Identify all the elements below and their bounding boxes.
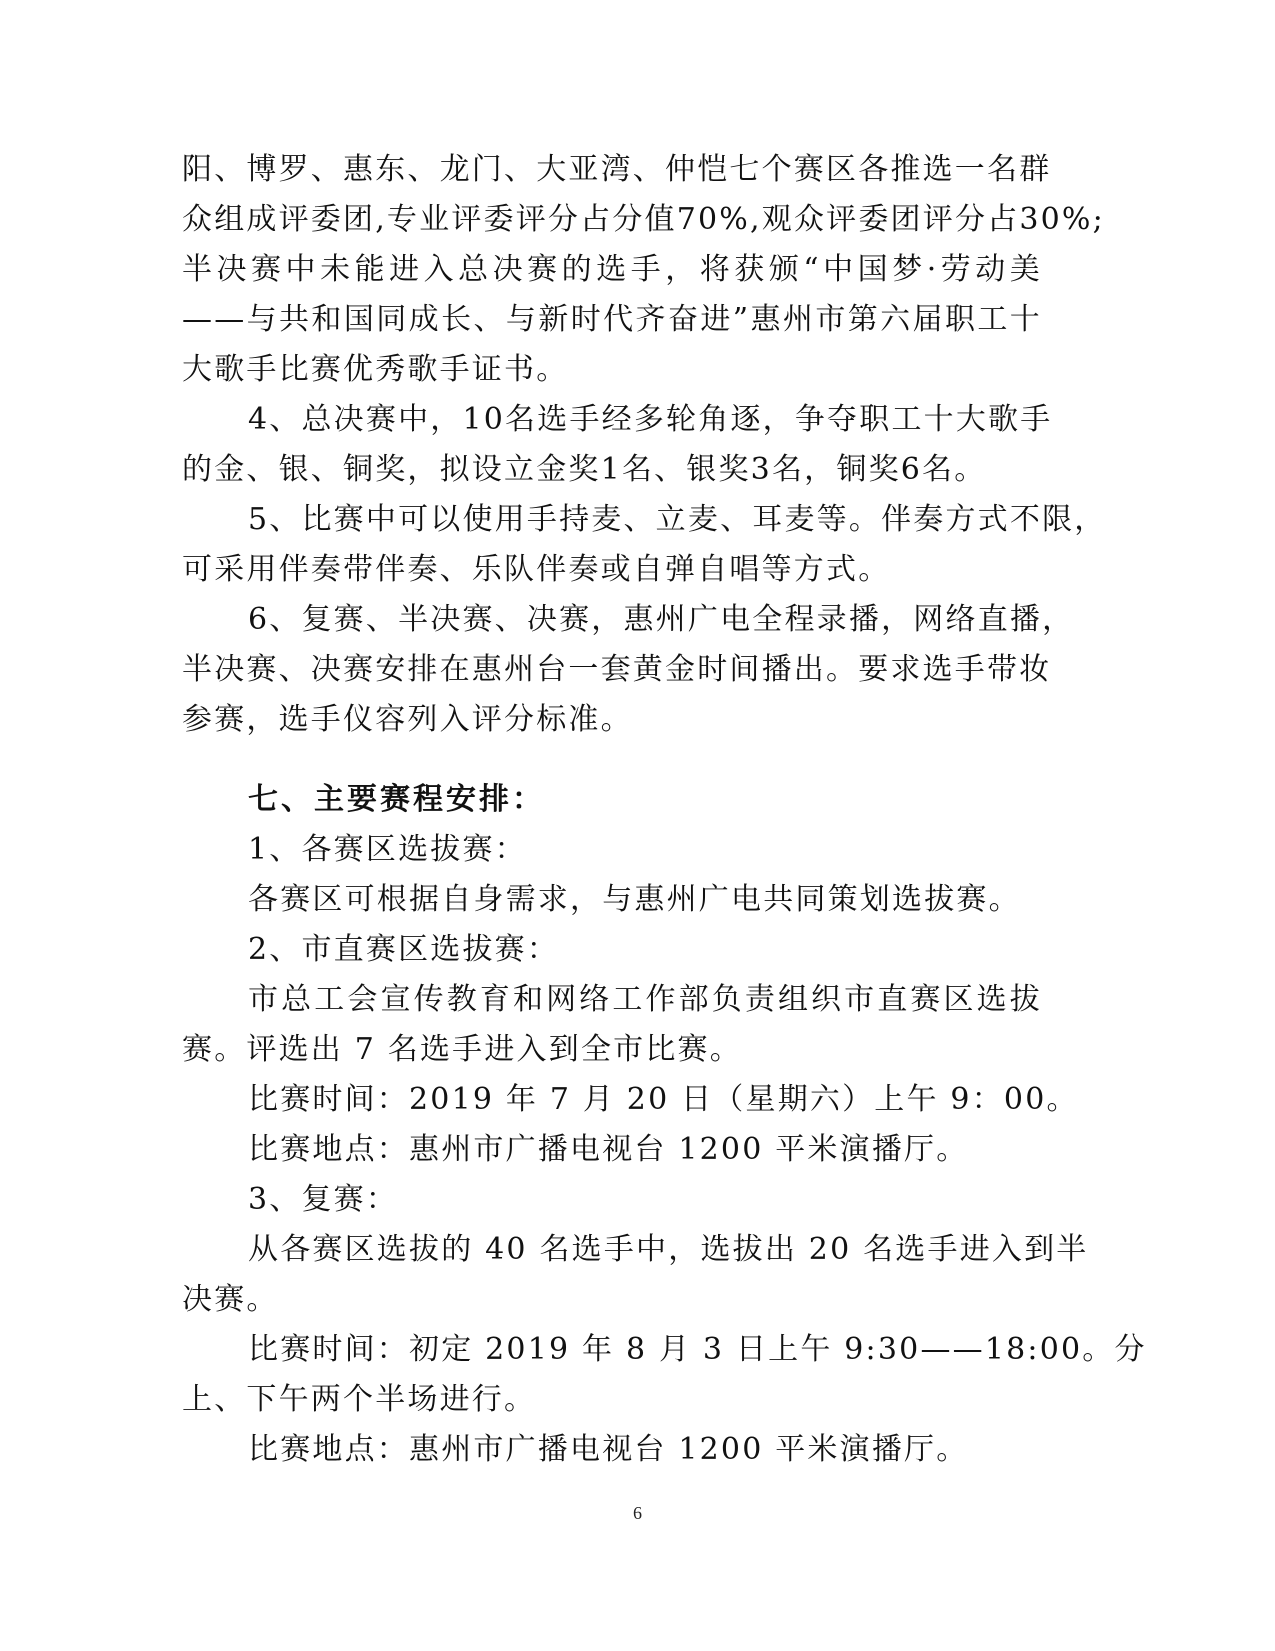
text-line: 比赛地点：惠州市广播电视台 1200 平米演播厅。 xyxy=(248,1132,969,1167)
text-line: 5、比赛中可以使用手持麦、立麦、耳麦等。伴奏方式不限， xyxy=(248,502,1107,537)
text-line: 参赛，选手仪容列入评分标准。 xyxy=(182,702,633,737)
text-line: 决赛。 xyxy=(182,1282,279,1317)
text-line: 6、复赛、半决赛、决赛，惠州广电全程录播，网络直播， xyxy=(248,602,1075,637)
text-line: 可采用伴奏带伴奏、乐队伴奏或自弹自唱等方式。 xyxy=(182,552,891,587)
text-line: ——与共和国同成长、与新时代齐奋进”惠州市第六届职工十 xyxy=(182,302,1042,337)
text-line: 比赛时间：2019 年 7 月 20 日（星期六）上午 9：00。 xyxy=(248,1082,1079,1117)
text-line: 比赛时间：初定 2019 年 8 月 3 日上午 9:30——18:00。分 xyxy=(248,1332,1147,1367)
text-line: 市总工会宣传教育和网络工作部负责组织市直赛区选拔 xyxy=(248,982,1042,1017)
text-line: 4、总决赛中，10名选手经多轮角逐，争夺职工十大歌手 xyxy=(248,402,1053,437)
text-line: 的金、银、铜奖，拟设立金奖1名、银奖3名，铜奖6名。 xyxy=(182,452,987,487)
text-line: 3、复赛： xyxy=(248,1182,399,1217)
text-line: 各赛区可根据自身需求，与惠州广电共同策划选拔赛。 xyxy=(248,882,1021,917)
text-line: 1、各赛区选拔赛： xyxy=(248,832,527,867)
text-line: 从各赛区选拔的 40 名选手中，选拔出 20 名选手进入到半 xyxy=(248,1232,1089,1267)
text-line: 赛。评选出 7 名选手进入到全市比赛。 xyxy=(182,1032,742,1067)
text-line: 半决赛、决赛安排在惠州台一套黄金时间播出。要求选手带妆 xyxy=(182,652,1052,687)
text-line: 2、市直赛区选拔赛： xyxy=(248,932,560,967)
text-line: 众组成评委团,专业评委评分占分值70%,观众评委团评分占30%; xyxy=(182,202,1105,237)
section-heading-schedule: 七、主要赛程安排： xyxy=(248,782,545,817)
text-line: 比赛地点：惠州市广播电视台 1200 平米演播厅。 xyxy=(248,1432,969,1467)
text-line: 半决赛中未能进入总决赛的选手，将获颁“中国梦·劳动美 xyxy=(182,252,1042,287)
page-number: 6 xyxy=(633,1503,642,1523)
text-line: 上、下午两个半场进行。 xyxy=(182,1382,537,1417)
text-line: 大歌手比赛优秀歌手证书。 xyxy=(182,352,569,387)
text-line: 阳、博罗、惠东、龙门、大亚湾、仲恺七个赛区各推选一名群 xyxy=(182,152,1052,187)
